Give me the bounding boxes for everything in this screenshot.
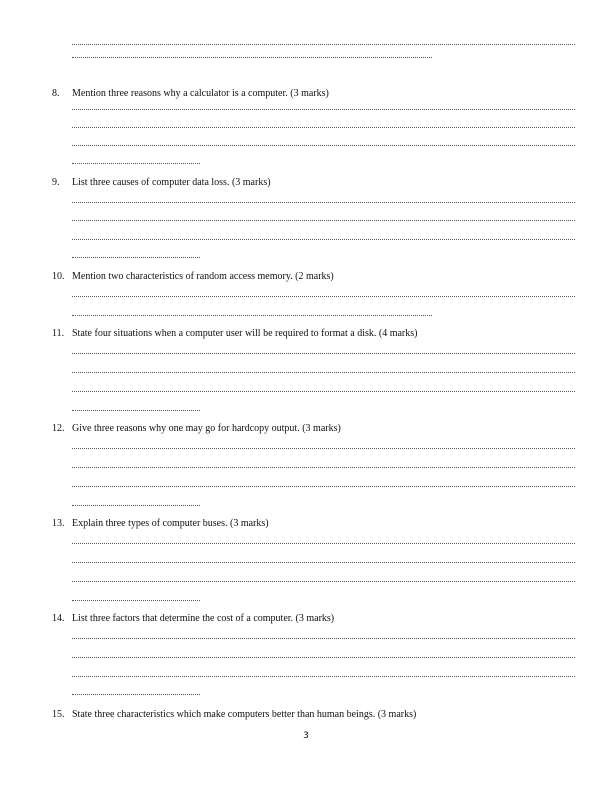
question-9 — [52, 177, 271, 189]
answer-line[interactable] — [72, 581, 575, 582]
question-12 — [52, 423, 341, 435]
answer-line[interactable] — [72, 676, 575, 677]
question-number: 11. — [52, 328, 65, 339]
answer-line[interactable] — [72, 202, 575, 203]
answer-line[interactable] — [72, 372, 575, 373]
question-number: 8. — [52, 88, 60, 99]
answer-line[interactable] — [72, 239, 575, 240]
question-number: 10. — [52, 271, 65, 282]
answer-line[interactable] — [72, 467, 575, 468]
question-15 — [52, 709, 416, 721]
answer-line[interactable] — [72, 505, 200, 506]
question-text: Mention two characteristics of random access memory. (2 marks) — [72, 271, 334, 282]
answer-line[interactable] — [72, 315, 432, 316]
answer-line[interactable] — [72, 543, 575, 544]
answer-line[interactable] — [72, 486, 575, 487]
question-13 — [52, 518, 269, 530]
answer-line[interactable] — [72, 220, 575, 221]
question-11 — [52, 328, 417, 340]
answer-line[interactable] — [72, 163, 200, 164]
answer-line[interactable] — [72, 600, 200, 601]
answer-line[interactable] — [72, 638, 575, 639]
question-number: 15. — [52, 709, 65, 720]
answer-line[interactable] — [72, 448, 575, 449]
question-text: State four situations when a computer user will be required to format a disk. (4 marks) — [72, 328, 418, 339]
answer-line[interactable] — [72, 145, 575, 146]
question-number: 12. — [52, 423, 65, 434]
answer-line[interactable] — [72, 562, 575, 563]
answer-line[interactable] — [72, 353, 575, 354]
answer-line[interactable] — [72, 257, 200, 258]
answer-line[interactable] — [72, 410, 200, 411]
answer-line[interactable] — [72, 44, 575, 45]
answer-line[interactable] — [72, 109, 575, 110]
question-text: State three characteristics which make computers better than human beings. (3 marks) — [72, 709, 417, 720]
question-14 — [52, 613, 334, 625]
answer-line[interactable] — [72, 391, 575, 392]
answer-line[interactable] — [72, 296, 575, 297]
answer-line[interactable] — [72, 657, 575, 658]
question-text: Give three reasons why one may go for hardcopy output. (3 marks) — [72, 423, 341, 434]
question-text: List three causes of computer data loss. (3 marks) — [72, 177, 271, 188]
question-number: 14. — [52, 613, 65, 624]
question-number: 13. — [52, 518, 65, 529]
question-8 — [52, 88, 329, 100]
answer-line[interactable] — [72, 127, 575, 128]
answer-line[interactable] — [72, 57, 432, 58]
question-text: Mention three reasons why a calculator is a computer. (3 marks) — [72, 88, 329, 99]
question-10 — [52, 271, 334, 283]
question-number: 9. — [52, 177, 60, 188]
question-text: List three factors that determine the cost of a computer. (3 marks) — [72, 613, 335, 624]
page-number: 3 — [303, 731, 309, 741]
question-text: Explain three types of computer buses. (3 marks) — [72, 518, 269, 529]
answer-line[interactable] — [72, 694, 200, 695]
